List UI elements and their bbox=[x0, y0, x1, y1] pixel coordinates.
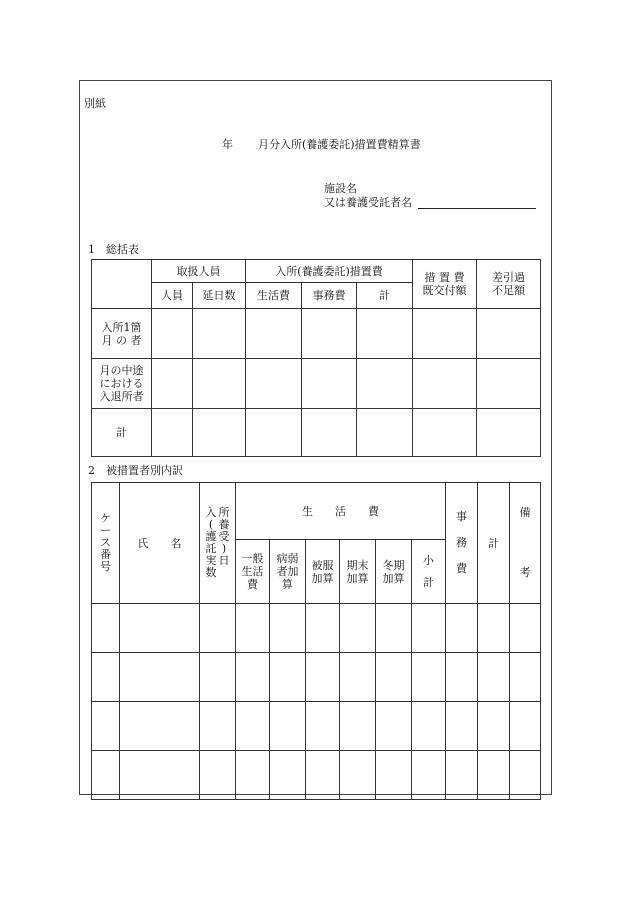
table-row bbox=[92, 409, 541, 457]
row-label-full-month: 入所1箇 月 の 者 bbox=[92, 309, 152, 359]
header-persons: 人員 bbox=[152, 283, 193, 309]
title-year: 年 bbox=[222, 138, 233, 151]
row-label-midmonth: 月の中途 における 入退所者 bbox=[92, 359, 152, 409]
table-row bbox=[92, 309, 541, 359]
summary-corner bbox=[92, 260, 152, 309]
header-paid: 措 置 費 既交付額 bbox=[413, 260, 477, 309]
facility-name-label: 施設名 bbox=[324, 182, 357, 195]
row-label-total: 計 bbox=[92, 409, 152, 457]
col-days: 入 ( 護 託 実 数 所 養 受 ) 日 bbox=[200, 483, 236, 604]
attachment-label: 別紙 bbox=[84, 97, 106, 110]
header-days: 延日数 bbox=[193, 283, 246, 309]
section2-heading: 2 被措置者別内訳 bbox=[88, 464, 183, 477]
header-diff: 差引過 不足額 bbox=[477, 260, 541, 309]
col-office-cost: 事 務 費 bbox=[446, 483, 478, 604]
header-cost: 入所(養護委託)措置費 bbox=[246, 260, 413, 283]
facility-name-line bbox=[418, 208, 536, 209]
col-case-number: ケ ー ス 番 号 bbox=[92, 483, 120, 604]
document-title: 月分入所(養護委託)措置費精算書 bbox=[258, 138, 421, 151]
detail-table bbox=[91, 482, 541, 800]
sub-winter-addition: 冬期 加算 bbox=[376, 540, 412, 604]
sub-clothing-addition: 被服 加算 bbox=[306, 540, 340, 604]
table-row bbox=[92, 702, 541, 751]
col-name: 氏 名 bbox=[120, 483, 200, 604]
table-row bbox=[92, 359, 541, 409]
col-total: 計 bbox=[478, 483, 510, 604]
sub-yearend-addition: 期末 加算 bbox=[340, 540, 376, 604]
table-row bbox=[92, 604, 541, 653]
header-living: 生活費 bbox=[246, 283, 302, 309]
sub-general-living: 一般 生活 費 bbox=[236, 540, 270, 604]
section1-heading: 1 総括表 bbox=[88, 243, 139, 256]
header-staff: 取扱人員 bbox=[152, 260, 246, 283]
header-total: 計 bbox=[357, 283, 413, 309]
facility-name-label-2: 又は養護受託者名 bbox=[324, 196, 412, 209]
header-living-cost: 生 活 費 bbox=[236, 483, 446, 540]
header-office: 事務費 bbox=[302, 283, 357, 309]
summary-table bbox=[91, 259, 541, 457]
table-row bbox=[92, 653, 541, 702]
sub-sick-addition: 病弱 者加 算 bbox=[270, 540, 306, 604]
col-remarks: 備 考 bbox=[510, 483, 541, 604]
sub-subtotal: 小 計 bbox=[412, 540, 446, 604]
table-row bbox=[92, 751, 541, 800]
